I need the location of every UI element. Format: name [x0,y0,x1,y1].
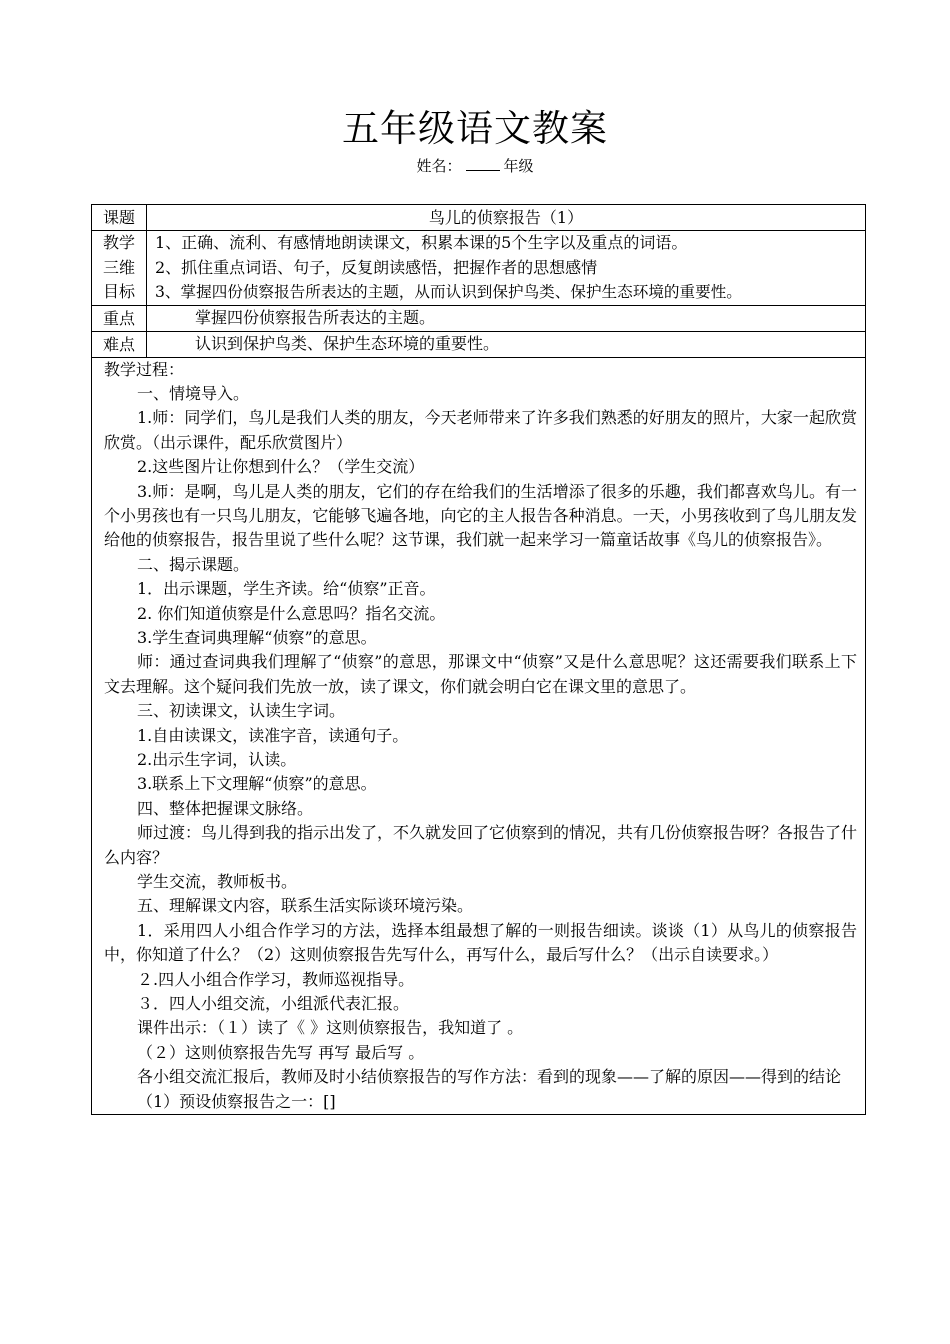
key-point-row [92,305,866,331]
process-paragraph: 3.联系上下文理解“侦察”的意思。 [137,774,377,794]
process-paragraph: 三、初读课文，认读生字词。 [137,701,346,721]
process-paragraph: 2.这些图片让你想到什么？（学生交流） [137,457,425,477]
process-paragraph: 四、整体把握课文脉络。 [137,798,314,818]
process-paragraph: 五、理解课文内容，联系生活实际谈环境污染。 [137,896,474,916]
process-paragraph: 2. 你们知道侦察是什么意思吗？指名交流。 [137,603,446,623]
objectives-label [92,231,147,306]
difficulty-label: 难点 [92,331,147,357]
process-paragraph: 2.出示生字词，认读。 [137,750,297,769]
lesson-plan-table [91,204,866,1115]
process-paragraph: ２.四人小组合作学习，教师巡视指导。 [137,969,415,989]
objective-item: 1、正确、流利、有感情地朗读课文，积累本课的5个生字以及重点的词语。 [155,233,688,252]
objectives-list [147,231,866,306]
process-paragraph: 学生交流，教师板书。 [137,872,298,892]
objectives-row [92,231,866,306]
objectives-label-line: 目标 [102,282,135,301]
process-row [92,357,866,1115]
process-paragraph: 师：通过查词典我们理解了“侦察”的意思，那课文中“侦察”又是什么意思呢？这还需要我们联系上下文去理解。这个疑问我们先放一放，读了课文，你们就会明白它在课文里的意思了。 [104,652,857,696]
process-paragraph: 师过渡：鸟儿得到我的指示出发了，不久就发回了它侦察到的情况，共有几份侦察报告呀？各报告了什么内容？ [104,823,858,867]
difficulty-row [92,331,866,357]
objectives-label-line: 三维 [102,257,135,277]
process-paragraph: 一、情境导入。 [137,383,250,403]
objective-item: 3、掌握四份侦察报告所表达的主题，从而认识到保护鸟类、保护生态环境的重要性。 [155,283,742,301]
process-paragraph: （1）预设侦察报告之一：[] [137,1091,336,1111]
process-paragraph: 1．出示课题，学生齐读。给“侦察”正音。 [137,579,436,599]
process-paragraph: （２）这则侦察报告先写 再写 最后写 。 [137,1042,425,1062]
process-paragraph: 课件出示：（１）读了《 》这则侦察报告，我知道了 。 [137,1018,524,1038]
process-paragraph: 1.师：同学们，鸟儿是我们人类的朋友，今天老师带来了许多我们熟悉的好朋友的照片，大家一起欣赏欣赏。（出示课件，配乐欣赏图片） [104,408,857,452]
process-heading: 教学过程： [104,359,185,379]
objectives-label-line: 教学 [102,233,135,252]
process-paragraph: 3.师：是啊，鸟儿是人类的朋友，它们的存在给我们的生活增添了很多的乐趣，我们都喜欢鸟儿。有一个小男孩也有一只鸟儿朋友，它能够飞遍各地，向它的主人报告各种消息。一天，小男孩收到了鸟儿朋友发给他的侦察报告，报告里说了些什么呢？这节课，我们就一起来学习一篇童话故事《鸟儿的侦察报告》。 [104,481,857,550]
process-paragraph: 3.学生查词典理解“侦察”的意思。 [137,627,377,647]
difficulty-value: 认识到保护鸟类、保护生态环境的重要性。 [147,331,866,357]
teaching-process [92,357,866,1115]
objective-item: 2、抓住重点词语、句子，反复朗读感悟，把握作者的思想感情 [155,257,598,277]
process-paragraph: 各小组交流汇报后，教师及时小结侦察报告的写作方法：看到的现象——了解的原因——得到的结论 [137,1067,842,1087]
key-point-value: 掌握四份侦察报告所表达的主题。 [147,305,866,331]
process-paragraph: 1．采用四人小组合作学习的方法，选择本组最想了解的一则报告细读。谈谈（1）从鸟儿的侦察报告中，你知道了什么？（2）这则侦察报告先写什么，再写什么，最后写什么？（出示自读要求。） [104,920,857,965]
process-paragraph: 1.自由读课文，读准字音，读通句子。 [137,725,409,745]
process-paragraph: ３．四人小组交流，小组派代表汇报。 [137,994,410,1014]
grade-label: 年级 [503,157,534,175]
name-blank [466,156,500,171]
name-label: 姓名： [416,157,462,175]
topic-value: 鸟儿的侦察报告（1） [147,205,866,231]
document-title: 五年级语文教案 [342,107,608,150]
process-paragraph: 二、揭示课题。 [137,554,250,574]
topic-row [92,205,866,231]
name-grade-line [0,156,950,176]
key-point-label: 重点 [92,305,147,331]
topic-label: 课题 [92,205,147,231]
